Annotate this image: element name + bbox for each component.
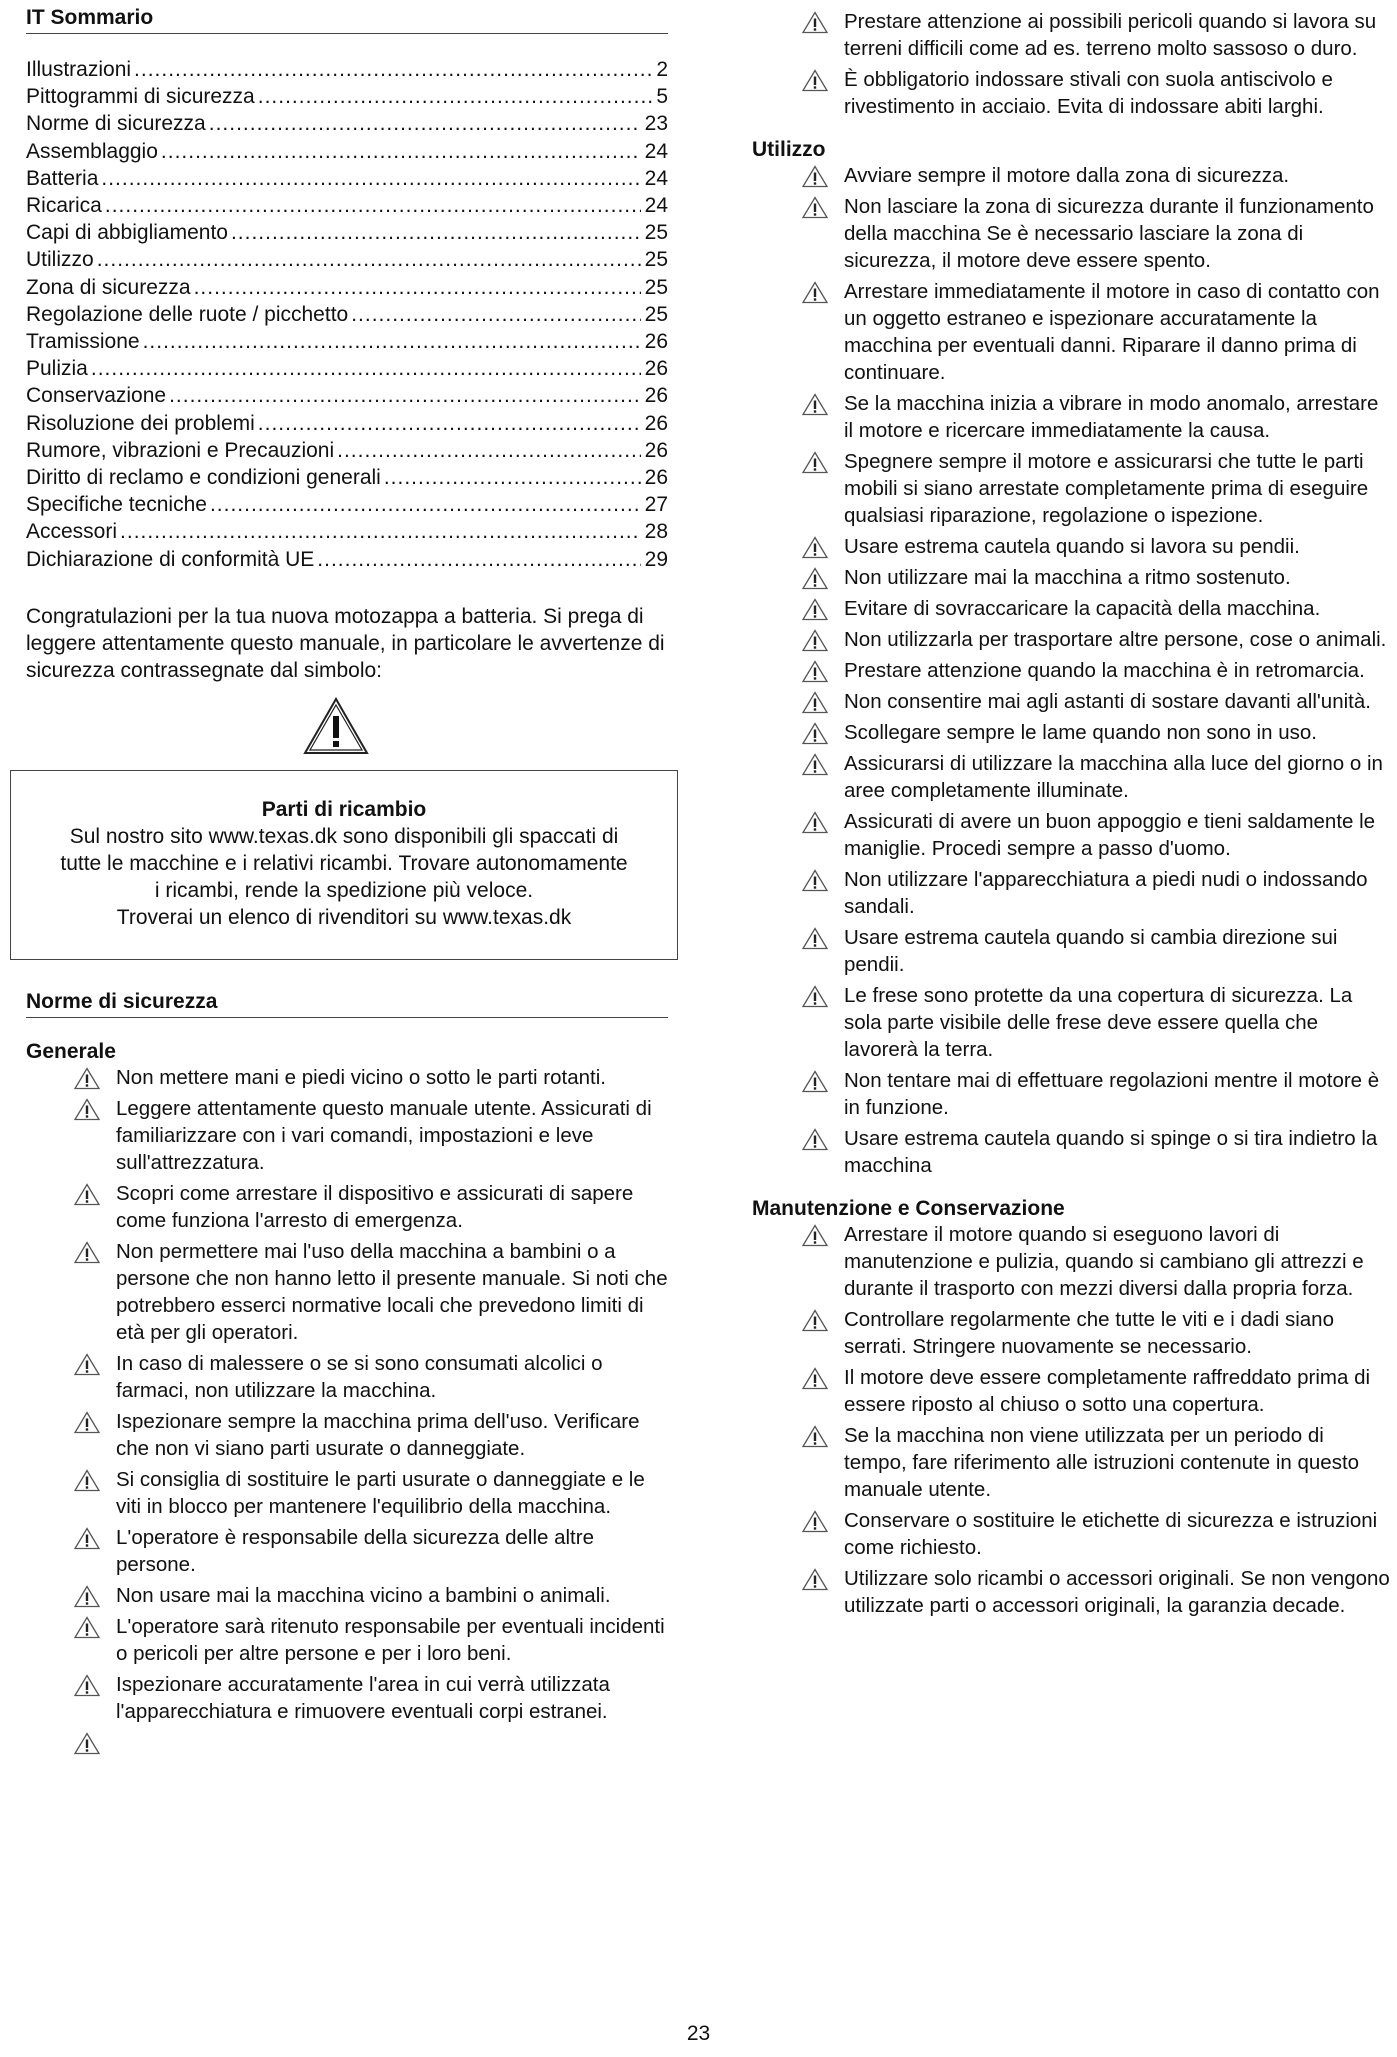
toc-leader-dots (317, 546, 640, 573)
toc-entry-page: 2 (656, 58, 668, 81)
toc-entry-page: 26 (644, 384, 668, 408)
list-item (752, 657, 1392, 684)
warning-icon (74, 1241, 100, 1264)
warning-triangle-icon (302, 696, 370, 756)
toc-entry (26, 192, 668, 219)
toc-entry (26, 83, 668, 110)
warning-icon (802, 722, 828, 745)
list-item (752, 1422, 1392, 1503)
list-item (26, 1466, 668, 1520)
warning-icon (74, 1616, 100, 1639)
spare-parts-line: Sul nostro sito www.texas.dk sono disponibili gli spaccati di (69, 825, 619, 848)
toc-entry (26, 110, 668, 137)
toc-entry-page: 25 (644, 275, 668, 299)
list-item (752, 1125, 1392, 1179)
list-item (26, 1524, 668, 1578)
toc-entry (26, 56, 668, 83)
list-item (752, 1565, 1392, 1619)
list-item-text: Leggere attentamente questo manuale utente. Assicurati di familiarizzare con i vari comandi, impostazioni e leve sull'attrezzatura. (116, 1097, 652, 1174)
list-item-text: Ispezionare sempre la macchina prima dell'uso. Verificare che non vi siano parti usurate o danneggiate. (116, 1410, 640, 1460)
list-item (26, 1408, 668, 1462)
toc-entry (26, 382, 668, 409)
list-item (752, 390, 1392, 444)
toc-entry (26, 138, 668, 165)
warning-icon (802, 393, 828, 416)
toc-entry (26, 491, 668, 518)
toc-entry-label: Conservazione (26, 384, 167, 408)
toc-entry-label: Dichiarazione di conformità UE (26, 547, 315, 571)
warning-icon (802, 69, 828, 92)
list-item (752, 193, 1392, 274)
list-item-text: Prestare attenzione ai possibili pericoli quando si lavora su terreni difficili come ad es. terreno molto sassoso o duro. (844, 10, 1377, 60)
toc-leader-dots (91, 355, 641, 382)
warning-icon (802, 1367, 828, 1390)
right-column (752, 8, 1392, 1623)
warning-icon (802, 811, 828, 834)
list-item (752, 688, 1392, 715)
list-item-text: Arrestare immediatamente il motore in caso di contatto con un oggetto estraneo e ispezionare accuratamente la macchina per eventuali danni. Riparare il danno prima di continuare. (844, 280, 1380, 384)
spare-parts-line: i ricambi, rende la spedizione più veloce. (154, 879, 534, 902)
general-title: Generale (26, 1040, 116, 1063)
list-item (752, 982, 1392, 1063)
toc-leader-dots (258, 83, 653, 110)
toc-entry-label: Tramissione (26, 330, 140, 354)
list-item-text: Il motore deve essere completamente raffreddato prima di essere riposto al chiuso o sotto una copertura. (844, 1366, 1371, 1416)
toc-entry-label: Batteria (26, 166, 99, 190)
toc-entry (26, 546, 668, 573)
warning-icon (802, 1128, 828, 1151)
toc-leader-dots (134, 56, 652, 83)
list-item (752, 1507, 1392, 1561)
toc-leader-dots (337, 437, 641, 464)
maintenance-title: Manutenzione e Conservazione (752, 1197, 1065, 1220)
list-item-text: Se la macchina non viene utilizzata per un periodo di tempo, fare riferimento alle istruzioni contenute in questo manuale utente. (844, 1424, 1360, 1501)
toc-entry-page: 24 (644, 166, 668, 190)
use-title: Utilizzo (752, 138, 826, 161)
list-item-text: Assicurati di avere un buon appoggio e tieni saldamente le maniglie. Procedi sempre a passo d'uomo. (844, 810, 1376, 860)
toc-entry-page: 26 (644, 411, 668, 435)
toc-entry-page: 24 (644, 194, 668, 218)
warning-icon (802, 869, 828, 892)
general-list (26, 1064, 668, 1756)
safety-title: Norme di sicurezza (26, 990, 668, 1018)
list-item (752, 8, 1392, 62)
toc-entry-page: 25 (644, 302, 668, 326)
list-item (26, 1613, 668, 1667)
warning-icon (74, 1469, 100, 1492)
list-item (752, 564, 1392, 591)
list-item-text: È obbligatorio indossare stivali con suola antiscivolo e rivestimento in acciaio. Evita di indossare abiti larghi. (844, 68, 1333, 118)
left-column (26, 6, 668, 756)
toc-title: IT Sommario (26, 6, 668, 34)
toc-entry-label: Diritto di reclamo e condizioni generali (26, 466, 381, 490)
toc-entry-page: 25 (644, 221, 668, 245)
list-item-text: Non utilizzare l'apparecchiatura a piedi nudi o indossando sandali. (844, 868, 1368, 918)
list-item-text: Non tentare mai di effettuare regolazioni mentre il motore è in funzione. (844, 1069, 1380, 1119)
list-item (26, 1582, 668, 1609)
list-item (26, 1238, 668, 1346)
list-item (26, 1180, 668, 1234)
toc-entry-label: Utilizzo (26, 248, 94, 272)
toc-entry-page: 29 (644, 547, 668, 571)
toc-entry (26, 165, 668, 192)
warning-icon (74, 1411, 100, 1434)
warning-icon (802, 1224, 828, 1247)
toc-entry-label: Pulizia (26, 357, 88, 381)
warning-icon (74, 1674, 100, 1697)
warning-icon (802, 196, 828, 219)
list-item-text: Si consiglia di sostituire le parti usurate o danneggiate e le viti in blocco per mantenere l'equilibrio della macchina. (116, 1468, 645, 1518)
warning-icon (802, 567, 828, 590)
toc-entry-label: Ricarica (26, 194, 102, 218)
toc-entry (26, 355, 668, 382)
list-item-text: Spegnere sempre il motore e assicurarsi che tutte le parti mobili si siano arrestate completamente prima di eseguire qualsiasi riparazione, regolazione o ispezione. (844, 450, 1369, 527)
list-item (26, 1095, 668, 1176)
toc-entry-label: Regolazione delle ruote / picchetto (26, 302, 349, 326)
warning-icon (802, 451, 828, 474)
toc-leader-dots (105, 192, 641, 219)
spare-parts-line: tutte le macchine e i relativi ricambi. Trovare autonomamente (60, 852, 628, 875)
list-item-text: Controllare regolarmente che tutte le viti e i dadi siano serrati. Stringere nuovamente se necessario. (844, 1308, 1334, 1358)
toc-entry-label: Zona di sicurezza (26, 275, 191, 299)
page-number: 23 (686, 2022, 711, 2045)
warning-icon (74, 1098, 100, 1121)
list-item-text: Ispezionare accuratamente l'area in cui verrà utilizzata l'apparecchiatura e rimuovere eventuali corpi estranei. (116, 1673, 610, 1723)
list-item-text: L'operatore è responsabile della sicurezza delle altre persone. (116, 1526, 594, 1576)
list-item (26, 1064, 668, 1091)
warning-icon (802, 629, 828, 652)
toc-entry (26, 518, 668, 545)
list-item (26, 1671, 668, 1725)
warning-icon (802, 691, 828, 714)
toc-entry-label: Assemblaggio (26, 139, 158, 163)
warning-icon (802, 1510, 828, 1533)
toc-entry-label: Pittogrammi di sicurezza (26, 85, 255, 109)
toc-entry-page: 27 (644, 493, 668, 517)
list-item-text: Utilizzare solo ricambi o accessori originali. Se non vengono utilizzate parti o accessori originali, la garanzia decade. (844, 1567, 1390, 1617)
list-item-text: In caso di malessere o se si sono consumati alcolici o farmaci, non utilizzare la macchina. (116, 1352, 603, 1402)
warning-icon (802, 598, 828, 621)
toc-entry-label: Rumore, vibrazioni e Precauzioni (26, 438, 335, 462)
warning-icon (74, 1183, 100, 1206)
toc-entry (26, 437, 668, 464)
list-item (752, 808, 1392, 862)
warning-icon (802, 281, 828, 304)
list-item (752, 1364, 1392, 1418)
list-item-text: Le frese sono protette da una copertura di sicurezza. La sola parte visibile delle frese deve essere quella che lavorerà la terra. (844, 984, 1353, 1061)
list-item-text: Avviare sempre il motore dalla zona di sicurezza. (844, 164, 1290, 187)
list-item (752, 448, 1392, 529)
toc-leader-dots (210, 491, 641, 518)
toc-entry-page: 26 (644, 438, 668, 462)
warning-icon (802, 1309, 828, 1332)
use-list (752, 162, 1392, 1179)
warning-icon (74, 1585, 100, 1608)
list-item (26, 1350, 668, 1404)
toc-leader-dots (258, 410, 641, 437)
toc-entry (26, 219, 668, 246)
toc-entry (26, 246, 668, 273)
list-item-text: Non consentire mai agli astanti di sostare davanti all'unità. (844, 690, 1371, 713)
toc-entry (26, 464, 668, 491)
list-item-text: Non mettere mani e piedi vicino o sotto le parti rotanti. (116, 1066, 606, 1089)
toc-entry (26, 274, 668, 301)
spare-parts-title: Parti di ricambio (261, 798, 427, 821)
list-item-text: Assicurarsi di utilizzare la macchina alla luce del giorno o in aree completamente illuminate. (844, 752, 1383, 802)
list-item-text: Non lasciare la zona di sicurezza durante il funzionamento della macchina Se è necessario lasciare la zona di sicurezza, il motore deve essere spento. (844, 195, 1374, 272)
list-item-text: Scopri come arrestare il dispositivo e assicurati di sapere come funziona l'arresto di emergenza. (116, 1182, 634, 1232)
toc-leader-dots (384, 464, 641, 491)
warning-icon (802, 1425, 828, 1448)
list-item-text: Usare estrema cautela quando si spinge o si tira indietro la macchina (844, 1127, 1378, 1177)
toc-leader-dots (231, 219, 641, 246)
toc-entry-label: Illustrazioni (26, 58, 132, 81)
toc-entry-page: 26 (644, 466, 668, 490)
toc-entry-label: Specifiche tecniche (26, 493, 207, 517)
list-item-text: Non utilizzarla per trasportare altre persone, cose o animali. (844, 628, 1387, 651)
list-item-text: Scollegare sempre le lame quando non sono in uso. (844, 721, 1317, 744)
list-item-text: Usare estrema cautela quando si cambia direzione sui pendii. (844, 926, 1338, 976)
list-item (752, 162, 1392, 189)
toc-entry-page: 5 (656, 85, 668, 109)
intro-paragraph: Congratulazioni per la tua nuova motozappa a batteria. Si prega di leggere attentamente questo manuale, in particolare le avvertenze di sicurezza contrassegnate dal simbolo: (26, 604, 665, 682)
toc-leader-dots (169, 382, 641, 409)
toc-leader-dots (209, 110, 641, 137)
list-item-text: Usare estrema cautela quando si lavora su pendii. (844, 535, 1300, 558)
toc-leader-dots (351, 301, 640, 328)
toc-entry (26, 328, 668, 355)
toc-entry-page: 28 (644, 520, 668, 544)
list-item-text: Non usare mai la macchina vicino a bambini o animali. (116, 1584, 611, 1607)
spare-parts-box (10, 770, 678, 960)
warning-icon (802, 1070, 828, 1093)
warning-icon (74, 1527, 100, 1550)
maintenance-list (752, 1221, 1392, 1619)
list-item (752, 866, 1392, 920)
toc-leader-dots (101, 165, 640, 192)
list-item (752, 595, 1392, 622)
toc-leader-dots (194, 274, 641, 301)
list-item (752, 1067, 1392, 1121)
toc-leader-dots (161, 138, 641, 165)
warning-icon (802, 165, 828, 188)
list-item (752, 1306, 1392, 1360)
list-item (752, 719, 1392, 746)
toc-entry-page: 26 (644, 357, 668, 381)
list-item (26, 1729, 668, 1756)
warning-icon (802, 536, 828, 559)
list-item (752, 626, 1392, 653)
toc-entry-page: 25 (644, 248, 668, 272)
warning-icon (802, 927, 828, 950)
toc-entry-label: Accessori (26, 520, 118, 544)
warning-icon (74, 1732, 100, 1755)
toc-entry (26, 301, 668, 328)
toc-entry-page: 23 (644, 112, 668, 136)
toc-entry-label: Risoluzione dei problemi (26, 411, 255, 435)
list-item (752, 278, 1392, 386)
list-item-text: Arrestare il motore quando si eseguono lavori di manutenzione e pulizia, quando si cambiano gli attrezzi e durante il trasporto con mezzi diversi dalla propria forza. (844, 1223, 1364, 1300)
list-item-text: Prestare attenzione quando la macchina è in retromarcia. (844, 659, 1365, 682)
toc-leader-dots (120, 518, 641, 545)
toc-entry-page: 26 (644, 330, 668, 354)
warning-icon (74, 1067, 100, 1090)
table-of-contents (26, 56, 668, 573)
warning-icon (802, 753, 828, 776)
warning-icon (802, 660, 828, 683)
warning-icon (74, 1353, 100, 1376)
warning-icon (802, 1568, 828, 1591)
toc-leader-dots (143, 328, 641, 355)
list-item-text: Se la macchina inizia a vibrare in modo anomalo, arrestare il motore e ricercare immediatamente la causa. (844, 392, 1379, 442)
list-item-text: Evitare di sovraccaricare la capacità della macchina. (844, 597, 1321, 620)
toc-entry-label: Norme di sicurezza (26, 112, 206, 136)
general-continued-list (752, 8, 1392, 120)
toc-entry (26, 410, 668, 437)
list-item (752, 750, 1392, 804)
list-item-text: Non permettere mai l'uso della macchina a bambini o a persone che non hanno letto il presente manuale. Si noti che potrebbero esserci normative locali che prevedono limiti di età per gli operatori. (116, 1240, 668, 1344)
list-item (752, 1221, 1392, 1302)
list-item-text: Non utilizzare mai la macchina a ritmo sostenuto. (844, 566, 1291, 589)
list-item (752, 924, 1392, 978)
list-item (752, 66, 1392, 120)
safety-section (26, 990, 668, 1760)
toc-leader-dots (97, 246, 641, 273)
toc-entry-label: Capi di abbigliamento (26, 221, 228, 245)
warning-icon (802, 985, 828, 1008)
list-item-text: Conservare o sostituire le etichette di sicurezza e istruzioni come richiesto. (844, 1509, 1378, 1559)
spare-parts-line: Troverai un elenco di rivenditori su www.texas.dk (116, 906, 572, 929)
list-item-text: L'operatore sarà ritenuto responsabile per eventuali incidenti o pericoli per altre persone e per i loro beni. (116, 1615, 665, 1665)
list-item (752, 533, 1392, 560)
warning-icon (802, 11, 828, 34)
toc-entry-page: 24 (644, 139, 668, 163)
